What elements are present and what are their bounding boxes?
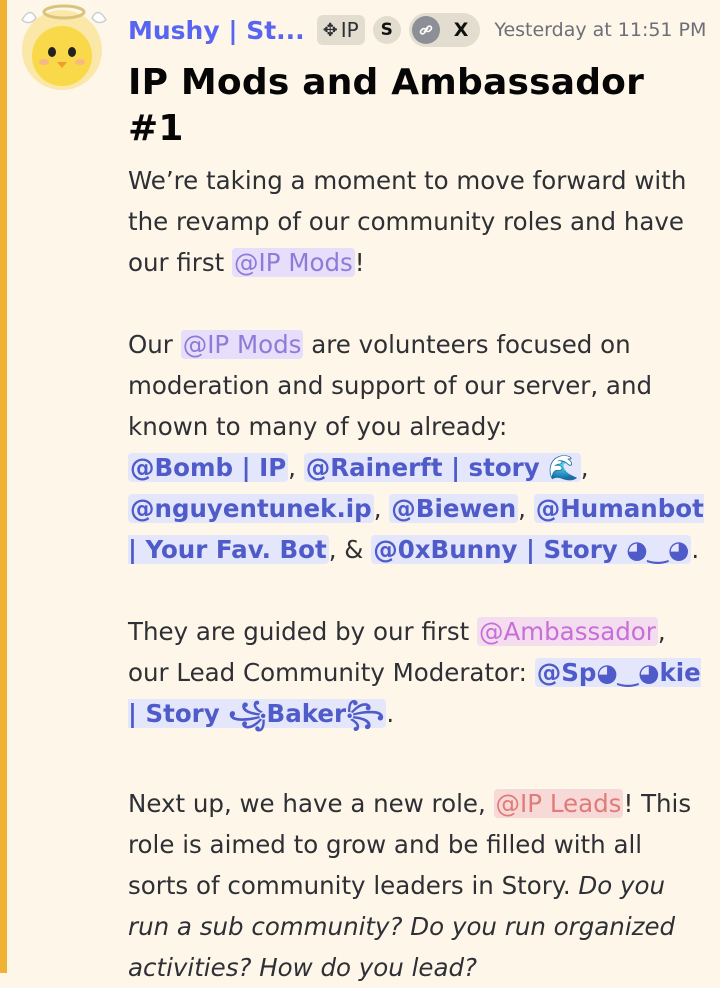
separator: , bbox=[518, 494, 534, 523]
separator-and: , & bbox=[328, 535, 372, 564]
mention-ip-mods[interactable]: @IP Mods bbox=[234, 248, 353, 277]
mods-text: are volunteers focused on moderation and support of our server, and known to many of you already: bbox=[128, 330, 653, 441]
paragraph-intro bbox=[128, 160, 708, 283]
server-tag-ip-label: IP bbox=[340, 18, 359, 42]
mention-ip-leads[interactable]: @IP Leads bbox=[495, 789, 622, 818]
mention-ambassador[interactable]: @Ambassador bbox=[479, 617, 656, 646]
mention-spookie[interactable]: @Sp◕‿◕kie | Story ꧁Baker꧂ bbox=[128, 658, 701, 728]
highlight-accent-bar bbox=[0, 0, 7, 973]
x-connection-tag[interactable] bbox=[409, 13, 481, 47]
paragraph-mods bbox=[128, 324, 708, 570]
link-icon bbox=[412, 16, 440, 44]
intro-text: We’re taking a moment to move forward with the revamp of our community roles and have our first bbox=[128, 166, 687, 277]
paragraph-ambassador bbox=[128, 611, 708, 734]
leads-questions: Do you run a sub community? Do you run organized activities? How do you lead? bbox=[128, 871, 676, 982]
separator: , bbox=[288, 453, 304, 482]
message-title: IP Mods and Ambassador #1 bbox=[128, 62, 645, 149]
mods-text-start: Our bbox=[128, 330, 181, 359]
x-label: X bbox=[453, 19, 469, 41]
lead-moderator-text: , our Lead Community Moderator: bbox=[128, 617, 666, 687]
period: . bbox=[691, 535, 700, 564]
ambassador-text: They are guided by our first bbox=[128, 617, 477, 646]
mention-biewen[interactable]: @Biewen bbox=[391, 494, 517, 523]
message-header bbox=[128, 6, 708, 54]
intro-end: ! bbox=[354, 248, 365, 277]
s-badge[interactable]: S bbox=[373, 16, 401, 44]
leads-text: Next up, we have a new role, bbox=[128, 789, 494, 818]
mention-bomb[interactable]: @Bomb | IP bbox=[130, 453, 287, 482]
paragraph-leads bbox=[128, 783, 708, 988]
avatar[interactable] bbox=[16, 2, 112, 92]
message-content bbox=[128, 6, 708, 988]
angel-halo-icon bbox=[16, 2, 112, 32]
separator: , bbox=[373, 494, 390, 523]
leads-description: ! This role is aimed to grow and be filled with all sorts of community leaders in Story. bbox=[128, 789, 692, 900]
diamond-icon: ✥ bbox=[322, 19, 338, 41]
period: . bbox=[386, 699, 395, 728]
mention-humanbot[interactable]: @Humanbot | Your Fav. Bot bbox=[128, 494, 704, 564]
mention-rainerft[interactable]: @Rainerft | story 🌊 bbox=[305, 453, 579, 482]
author-username[interactable]: Mushy | St... bbox=[128, 15, 305, 45]
timestamp[interactable]: Yesterday at 11:51 PM bbox=[494, 19, 707, 41]
mention-0xbunny[interactable]: @0xBunny | Story ◕‿◕ bbox=[373, 535, 690, 564]
server-tag-ip[interactable] bbox=[317, 15, 365, 45]
mention-ip-mods-2[interactable]: @IP Mods bbox=[182, 330, 302, 359]
separator: , bbox=[580, 453, 589, 482]
mention-nguyentunek[interactable]: @nguyentunek.ip bbox=[130, 494, 372, 523]
